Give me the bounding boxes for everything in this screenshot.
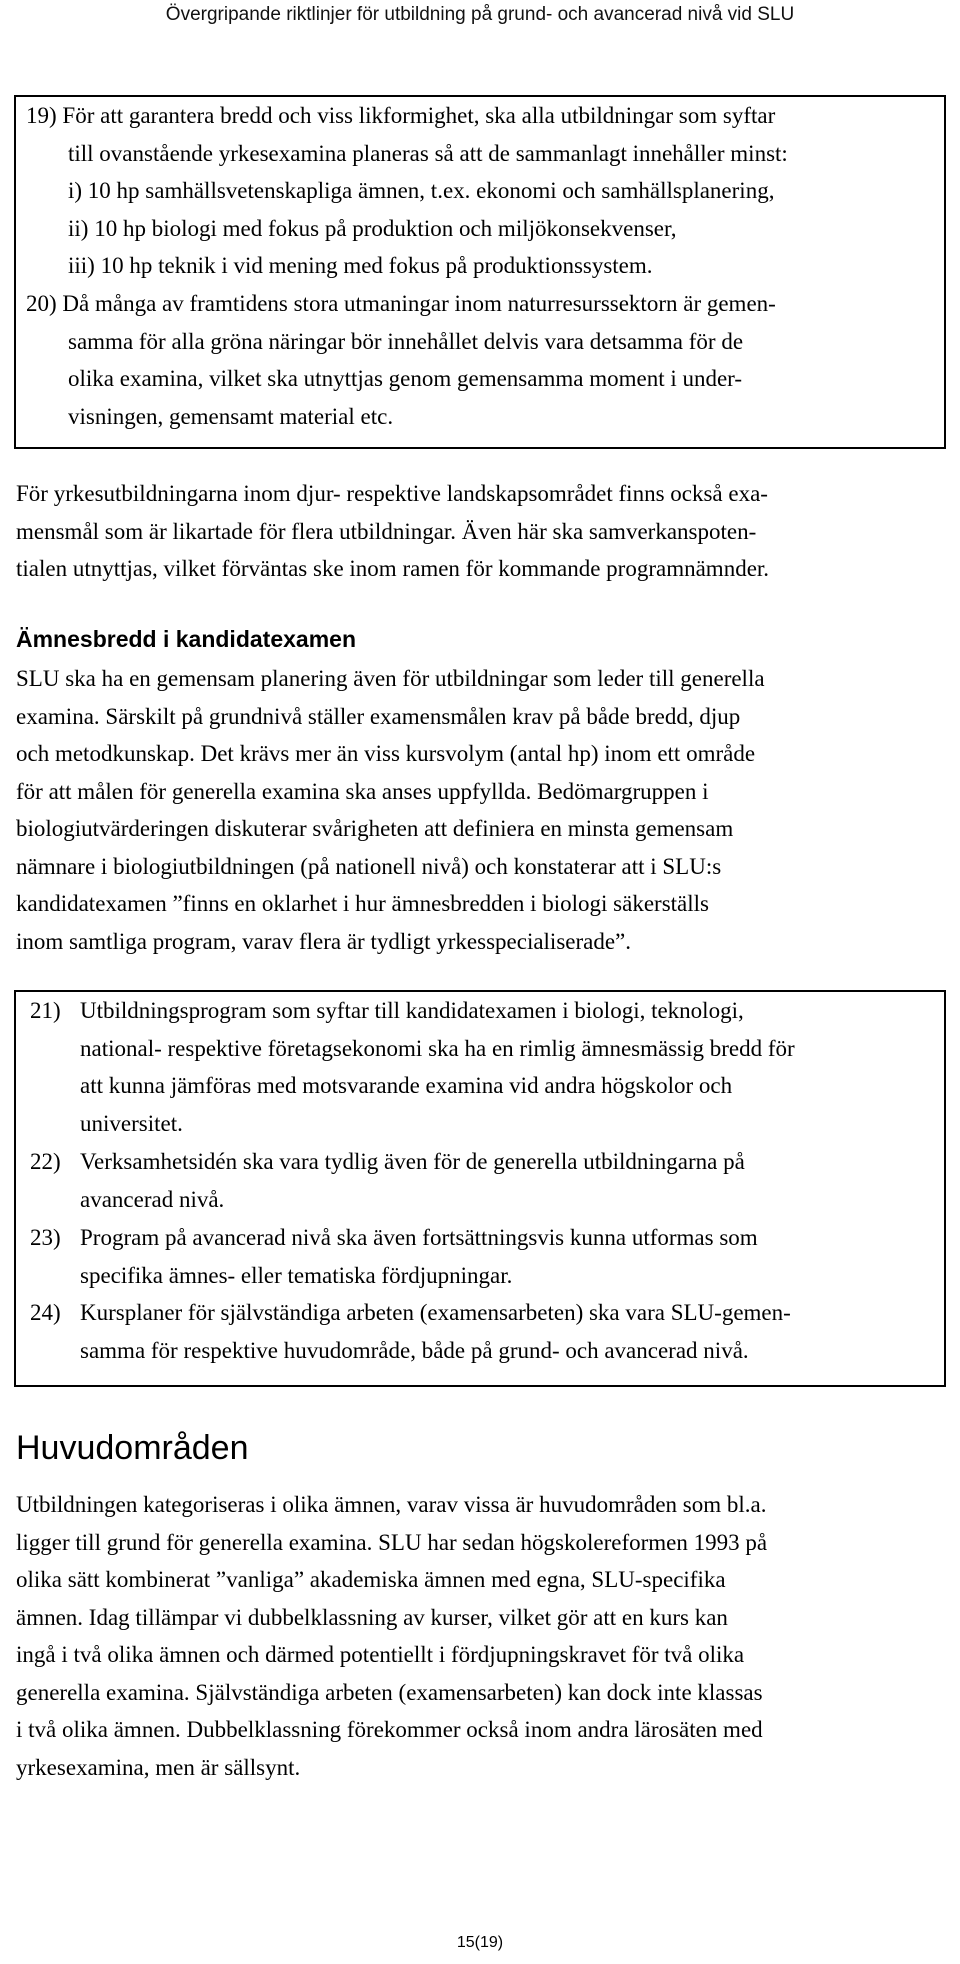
guideline-20-line: visningen, gemensamt material etc. bbox=[68, 403, 394, 429]
paragraph-line: Utbildningen kategoriseras i olika ämnen, varav vissa är huvudområden som bl.a. bbox=[16, 1492, 767, 1517]
paragraph-line: För yrkesutbildningarna inom djur- respektive landskapsområdet finns också exa- bbox=[16, 481, 768, 506]
guideline-21 bbox=[30, 992, 795, 1142]
guideline-22-line: Verksamhetsidén ska vara tydlig även för de generella utbildningarna på bbox=[80, 1149, 745, 1174]
guideline-24 bbox=[30, 1294, 791, 1369]
guideline-box-1 bbox=[14, 95, 946, 449]
paragraph-line: ingå i två olika ämnen och därmed potentiellt i fördjupningskravet för två olika bbox=[16, 1642, 745, 1667]
guideline-19-line: iii) 10 hp teknik i vid mening med fokus på produktionssystem. bbox=[68, 253, 653, 278]
guideline-21-line: national- respektive företagsekonomi ska ha en rimlig ämnesmässig bredd för bbox=[80, 1035, 795, 1061]
section-heading-amnesbredd: Ämnesbredd i kandidatexamen bbox=[16, 626, 356, 652]
paragraph-line: tialen utnyttjas, vilket förväntas ske inom ramen för kommande programnämnder. bbox=[16, 556, 770, 581]
guideline-19-line: ii) 10 hp biologi med fokus på produktion och miljökonsekvenser, bbox=[68, 215, 677, 241]
paragraph-line: inom samtliga program, varav flera är tydligt yrkesspecialiserade”. bbox=[16, 928, 632, 954]
guideline-number: 23) bbox=[30, 1225, 61, 1250]
guideline-23 bbox=[30, 1219, 758, 1294]
guideline-20-line: 20) Då många av framtidens stora utmaningar inom naturresurssektorn är gemen- bbox=[26, 291, 776, 316]
paragraph-amnesbredd bbox=[16, 660, 765, 960]
guideline-24-line: Kursplaner för självständiga arbeten (examensarbeten) ska vara SLU-gemen- bbox=[80, 1300, 791, 1325]
guideline-20 bbox=[26, 285, 776, 435]
guideline-23-line: Program på avancerad nivå ska även fortsättningsvis kunna utformas som bbox=[80, 1225, 758, 1250]
guideline-box-2 bbox=[14, 990, 946, 1387]
guideline-21-line: Utbildningsprogram som syftar till kandidatexamen i biologi, teknologi, bbox=[80, 998, 744, 1023]
page-header: Övergripande riktlinjer för utbildning på grund- och avancerad nivå vid SLU bbox=[165, 4, 795, 25]
guideline-22 bbox=[30, 1143, 745, 1218]
paragraph-line: mensmål som är likartade för flera utbildningar. Även här ska samverkanspoten- bbox=[16, 518, 757, 544]
paragraph-line: yrkesexamina, men är sällsynt. bbox=[16, 1754, 301, 1780]
paragraph-line: ämnen. Idag tillämpar vi dubbelklassning av kurser, vilket gör att en kurs kan bbox=[16, 1604, 728, 1630]
paragraph-line: kandidatexamen ”finns en oklarhet i hur ämnesbredden i biologi säkerställs bbox=[16, 891, 709, 916]
paragraph-line: ligger till grund för generella examina. SLU har sedan högskolereformen 1993 på bbox=[16, 1529, 768, 1555]
paragraph-line: examina. Särskilt på grundnivå ställer examensmålen krav på både bredd, djup bbox=[16, 703, 741, 729]
guideline-22-line: avancerad nivå. bbox=[80, 1186, 225, 1212]
guideline-19-line: i) 10 hp samhällsvetenskapliga ämnen, t.ex. ekonomi och samhällsplanering, bbox=[68, 178, 775, 203]
guideline-24-line: samma för respektive huvudområde, både på grund- och avancerad nivå. bbox=[80, 1337, 749, 1363]
paragraph-line: nämnare i biologiutbildningen (på nationell nivå) och konstaterar att i SLU:s bbox=[16, 853, 722, 879]
paragraph-line: biologiutvärderingen diskuterar svårigheten att definiera en minsta gemensam bbox=[16, 816, 734, 841]
page-number: 15(19) bbox=[456, 1934, 504, 1951]
paragraph-line: i två olika ämnen. Dubbelklassning förekommer också inom andra lärosäten med bbox=[16, 1717, 763, 1742]
guideline-19-line: till ovanstående yrkesexamina planeras så att de sammanlagt innehåller minst: bbox=[68, 140, 788, 166]
guideline-21-line: universitet. bbox=[80, 1110, 183, 1136]
guideline-20-line: olika examina, vilket ska utnyttjas genom gemensamma moment i under- bbox=[68, 366, 743, 391]
paragraph-huvudomraden bbox=[16, 1486, 767, 1786]
paragraph-line: SLU ska ha en gemensam planering även för utbildningar som leder till generella bbox=[16, 666, 765, 691]
paragraph-line: och metodkunskap. Det krävs mer än viss kursvolym (antal hp) inom ett område bbox=[16, 741, 756, 766]
paragraph-line: generella examina. Självständiga arbeten (examensarbeten) kan dock inte klassas bbox=[16, 1679, 763, 1705]
guideline-23-line: specifika ämnes- eller tematiska fördjupningar. bbox=[80, 1262, 513, 1288]
paragraph-yrkesutbildning bbox=[16, 475, 769, 588]
guideline-20-line: samma för alla gröna näringar bör innehållet delvis vara detsamma för de bbox=[68, 328, 744, 354]
paragraph-line: för att målen för generella examina ska anses uppfyllda. Bedömargruppen i bbox=[16, 778, 709, 804]
guideline-19-line: 19) För att garantera bredd och viss likformighet, ska alla utbildningar som syftar bbox=[26, 103, 776, 128]
guideline-number: 22) bbox=[30, 1149, 61, 1174]
guideline-number: 21) bbox=[30, 998, 61, 1023]
guideline-21-line: att kunna jämföras med motsvarande examina vid andra högskolor och bbox=[80, 1073, 733, 1098]
section-heading-huvudomraden: Huvudområden bbox=[16, 1429, 249, 1467]
guideline-19 bbox=[26, 97, 788, 285]
guideline-number: 24) bbox=[30, 1300, 61, 1325]
paragraph-line: olika sätt kombinerat ”vanliga” akademiska ämnen med egna, SLU-specifika bbox=[16, 1567, 726, 1592]
